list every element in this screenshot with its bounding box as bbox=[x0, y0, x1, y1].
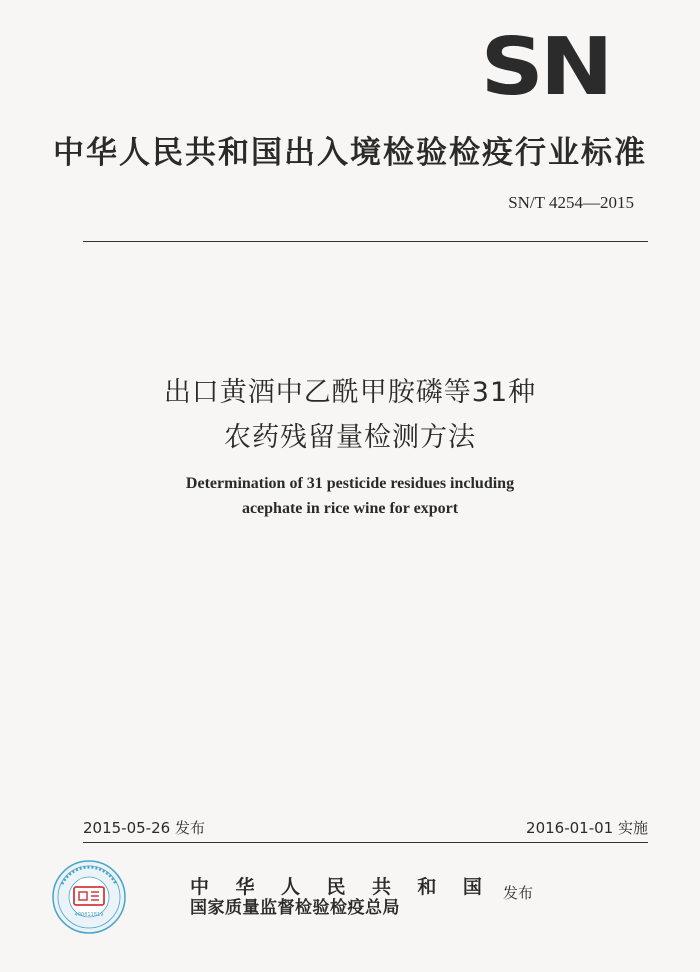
standard-code: SN/T 4254—2015 bbox=[508, 193, 634, 212]
publish-label: 发布 bbox=[503, 884, 534, 902]
publisher-char: 国 bbox=[462, 876, 482, 898]
publisher-char: 中 bbox=[190, 876, 210, 898]
publisher-char: 和 bbox=[417, 876, 437, 898]
title-chinese-line-2: 农药残留量检测方法 bbox=[224, 422, 476, 453]
publisher-char: 民 bbox=[326, 876, 346, 898]
header-divider bbox=[83, 241, 648, 242]
seal-id-text: 400811819 bbox=[74, 912, 104, 918]
publisher-char: 共 bbox=[371, 876, 391, 898]
publisher-char: 人 bbox=[280, 876, 300, 898]
title-english-line-2: acephate in rice wine for export bbox=[241, 500, 459, 517]
implementation-date: 2016-01-01 实施 bbox=[526, 819, 648, 837]
title-english-line-1: Determination of 31 pesticide residues including bbox=[185, 475, 515, 492]
publisher-agency: 国家质量监督检验检疫总局 bbox=[190, 898, 400, 918]
sn-logo: SN bbox=[480, 20, 610, 113]
title-chinese-line-1: 出口黄酒中乙酰甲胺磷等31种 bbox=[163, 377, 537, 408]
publisher-char: 华 bbox=[235, 876, 255, 898]
anti-counterfeit-seal bbox=[52, 860, 126, 934]
footer-divider bbox=[83, 842, 648, 843]
industry-standard-title: 中华人民共和国出入境检验检疫行业标准 bbox=[53, 135, 647, 171]
issue-date: 2015-05-26 发布 bbox=[83, 819, 205, 837]
